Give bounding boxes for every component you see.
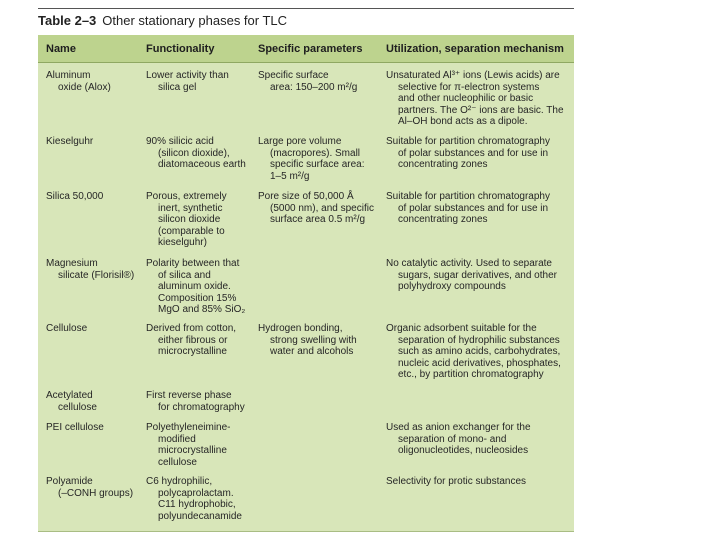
table-caption [38,13,287,28]
row-kieselguhr-utilization: Suitable for partition chromatography of polar substances and for use in concentrating zones [386,136,550,171]
row-polyamide-functionality: C6 hydrophilic, polycaprolactam. C11 hydrophobic, polyundecanamide [146,476,242,522]
row-cellulose-utilization: Organic adsorbent suitable for the separation of hydrophilic substances such as amino acids, carbohydrates, nucleic acid derivatives, phosphates, etc., by partition chromatography [386,323,561,381]
row-aluminum-oxide-utilization: Unsaturated Al³⁺ ions (Lewis acids) are selective for π-electron systems and other nucleophilic or basic partners. The O²⁻ ions are basic. The Al–OH bond acts as a dipole. [386,70,564,128]
row-acetylated-cellulose-functionality: First reverse phase for chromatography [146,390,245,413]
row-pei-cellulose-functionality: Polyethyleneimine- modified microcrystalline cellulose [146,422,231,468]
stationary-phases-table [38,35,574,532]
row-magnesium-silicate-utilization: No catalytic activity. Used to separate sugars, sugar derivatives, and other polyhydroxy compounds [386,258,557,293]
row-cellulose-name: Cellulose [46,323,88,334]
row-pei-cellulose-utilization: Used as anion exchanger for the separation of mono- and oligonucleotides, nucleosides [386,422,531,457]
row-aluminum-oxide-parameters: Specific surface area: 150–200 m²/g [258,70,358,93]
row-cellulose-functionality: Derived from cotton, either fibrous or microcrystalline [146,323,237,358]
row-magnesium-silicate-name: Magnesium silicate (Florisil®) [46,258,135,281]
caption-rule [38,8,574,9]
row-aluminum-oxide-name: Aluminum oxide (Alox) [46,70,111,93]
row-silica-50000-functionality: Porous, extremely inert, synthetic silicon dioxide (comparable to kieselguhr) [146,191,227,249]
header-functionality: Functionality [146,43,215,55]
row-polyamide-name: Polyamide (–CONH groups) [46,476,134,499]
table-header [38,35,574,63]
row-cellulose-parameters: Hydrogen bonding, strong swelling with water and alcohols [258,323,357,358]
row-kieselguhr-parameters: Large pore volume (macropores). Small specific surface area: 1–5 m²/g [258,136,365,182]
caption-title: Other stationary phases for TLC [102,13,288,28]
row-aluminum-oxide-functionality: Lower activity than silica gel [146,70,229,93]
row-silica-50000-parameters: Pore size of 50,000 Å (5000 nm), and specific surface area 0.5 m²/g [258,191,374,226]
header-utilization: Utilization, separation mechanism [386,43,564,55]
row-kieselguhr-functionality: 90% silicic acid (silicon dioxide), diatomaceous earth [146,136,246,171]
caption-label: Table 2–3 [38,13,97,28]
header-name: Name [46,43,76,55]
row-silica-50000-utilization: Suitable for partition chromatography of polar substances and for use in concentrating zones [386,191,550,226]
header-specific-parameters: Specific parameters [258,43,363,55]
row-polyamide-utilization: Selectivity for protic substances [386,476,527,487]
row-acetylated-cellulose-name: Acetylated cellulose [46,390,97,413]
row-kieselguhr-name: Kieselguhr [46,136,94,147]
row-pei-cellulose-name: PEI cellulose [46,422,104,433]
row-magnesium-silicate-functionality: Polarity between that of silica and aluminum oxide. Composition 15% MgO and 85% SiO₂ [146,258,246,316]
row-silica-50000-name: Silica 50,000 [46,191,104,202]
